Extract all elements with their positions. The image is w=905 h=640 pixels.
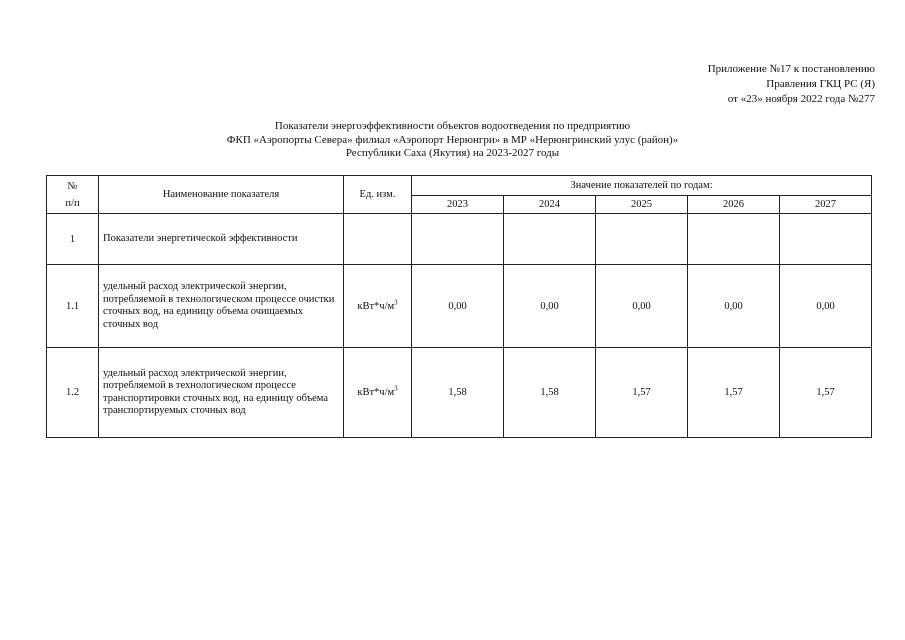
row-value <box>504 214 596 265</box>
row-value: 0,00 <box>504 265 596 348</box>
header-year: 2024 <box>504 196 596 214</box>
row-indicator-name: удельный расход электрической энергии, потребляемой в технологическом процессе транспортировки сточных вод, на единицу объема транспортируемых сточных вод <box>99 348 344 438</box>
row-value: 0,00 <box>596 265 688 348</box>
header-year: 2026 <box>688 196 780 214</box>
indicators-table <box>46 175 872 438</box>
row-value <box>412 214 504 265</box>
appendix-line-2: Правления ГКЦ РС (Я) <box>766 78 875 90</box>
title-line-3: Республики Саха (Якутия) на 2023-2027 годы <box>345 147 560 159</box>
header-year: 2027 <box>780 196 872 214</box>
row-unit <box>344 214 412 265</box>
row-number: 1.2 <box>47 348 99 438</box>
header-year: 2025 <box>596 196 688 214</box>
row-value: 1,57 <box>596 348 688 438</box>
document-title <box>0 120 905 161</box>
row-value: 1,58 <box>412 348 504 438</box>
header-indicator-name: Наименование показателя <box>99 176 344 214</box>
row-value: 0,00 <box>412 265 504 348</box>
appendix-line-3: от «23» ноября 2022 года №277 <box>727 93 875 105</box>
row-number: 1.1 <box>47 265 99 348</box>
row-value: 1,57 <box>780 348 872 438</box>
row-unit: $кВт*ч/м^3$ <box>344 348 412 438</box>
table-row <box>47 265 872 348</box>
row-value <box>596 214 688 265</box>
row-number: 1 <box>47 214 99 265</box>
row-value: 0,00 <box>688 265 780 348</box>
header-year: 2023 <box>412 196 504 214</box>
table-row <box>47 348 872 438</box>
table-row <box>47 214 872 265</box>
row-indicator-name: Показатели энергетической эффективности <box>99 214 344 265</box>
appendix-line-1: Приложение №17 к постановлению <box>707 63 875 75</box>
header-values-group: Значение показателей по годам: <box>412 176 872 196</box>
row-unit: $кВт*ч/м^3$ <box>344 265 412 348</box>
row-value: 1,58 <box>504 348 596 438</box>
row-indicator-name: удельный расход электрической энергии, потребляемой в технологическом процессе очистки сточных вод, на единицу объема очищаемых сточных вод <box>99 265 344 348</box>
header-unit: Ед. изм. <box>344 176 412 214</box>
row-value: 1,57 <box>688 348 780 438</box>
row-value <box>780 214 872 265</box>
appendix-reference <box>708 62 875 107</box>
title-line-1: Показатели энергоэффективности объектов водоотведения по предприятию <box>274 120 631 132</box>
row-value: 0,00 <box>780 265 872 348</box>
title-line-2: ФКП «Аэропорты Севера» филиал «Аэропорт Нерюнгри» в МР «Нерюнгринский улус (район)» <box>226 133 679 146</box>
row-value <box>688 214 780 265</box>
header-number: № п/п <box>47 176 99 214</box>
